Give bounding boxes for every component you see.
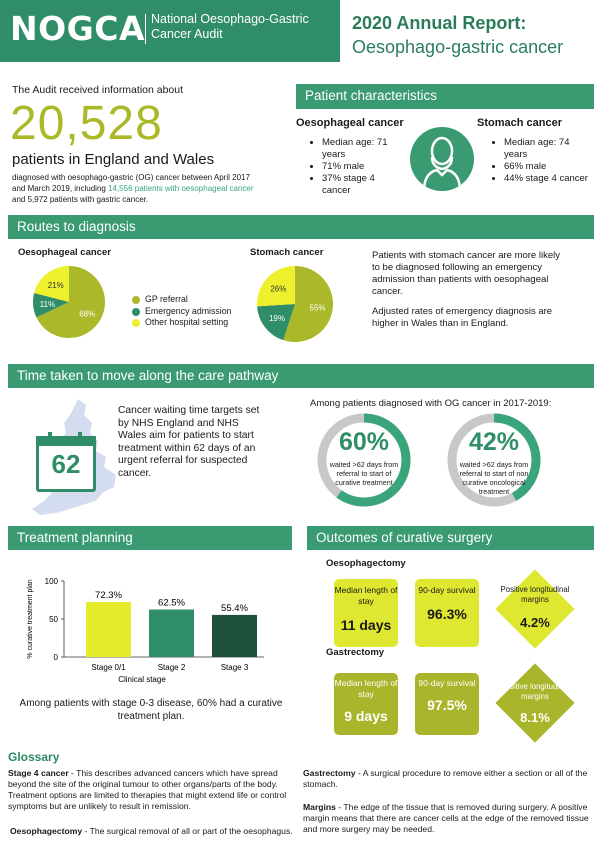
- bar: [86, 602, 131, 657]
- stomach-pie: [257, 266, 333, 342]
- calendar-top: [36, 436, 96, 446]
- oeso-survival-label: 90-day survival: [418, 585, 476, 595]
- logo-line-1: National Oesophago-Gastric: [151, 12, 309, 26]
- routes-legend: [132, 294, 232, 329]
- pie-label: 55%: [309, 303, 326, 313]
- y-tick-label: 0: [53, 653, 58, 662]
- outcomes-header: Outcomes of curative surgery: [307, 526, 594, 550]
- glossary-def: - The edge of the tissue that is removed during surgery. A positive margin means that there are cancer cells at the edge of the removed tissue and more surgery may be needed.: [303, 802, 589, 834]
- list-item: • 37% stage 4 cancer: [322, 173, 400, 197]
- gast-los-label: Median length of stay: [334, 678, 398, 699]
- donut-curative-pct: 60%: [338, 428, 390, 456]
- gast-margins-value: 8.1%: [520, 710, 550, 725]
- gast-survival-label: 90-day survival: [418, 678, 476, 688]
- list-item: • Median age: 74 years: [504, 137, 590, 161]
- logo-subtitle: [151, 12, 341, 42]
- glossary-term: Oesophagectomy: [10, 826, 83, 836]
- calendar-icon: [36, 432, 94, 488]
- glossary-def: - The surgical removal of all or part of the oesophagus.: [82, 826, 293, 836]
- legend-label: GP referral: [145, 294, 188, 304]
- pie-label: 11%: [39, 300, 56, 310]
- donut-noncurative-pct: 42%: [468, 428, 520, 456]
- bar: [149, 610, 194, 658]
- treatment-planning-header: Treatment planning: [8, 526, 292, 550]
- glossary-def: - This describes advanced cancers which have spread beyond the site of the original tumour to other organs/parts of the body. Treatment options are limited to therapies that might extend life or control symptoms but are unlikely to result in remission.: [8, 768, 287, 811]
- routes-note-2: Adjusted rates of emergency diagnosis are higher in Wales than in England.: [372, 306, 553, 329]
- list-item: • 44% stage 4 cancer: [504, 173, 590, 185]
- oesophageal-list: [308, 137, 400, 197]
- intro-lead: The Audit received information about: [12, 84, 184, 96]
- stomach-list: [490, 137, 590, 185]
- intro-detail-1: diagnosed with oesophago-gastric (OG) cancer between April 2017: [12, 173, 250, 182]
- glossary-stage4: [8, 768, 298, 812]
- calendar-ring: [78, 432, 82, 442]
- y-axis-label: % curative treatment plan: [27, 579, 34, 659]
- report-title: 2020 Annual Report:: [352, 13, 527, 33]
- pathway-among: Among patients diagnosed with OG cancer in 2017-2019:: [310, 398, 552, 409]
- bar-value-label: 72.3%: [95, 590, 122, 602]
- calendar-number: 62: [51, 449, 81, 479]
- treatment-summary: Among patients with stage 0-3 disease, 60% had a curative treatment plan.: [19, 698, 283, 722]
- legend-item: [132, 294, 232, 306]
- y-tick-label: 100: [44, 577, 58, 586]
- big-number: 20,528: [10, 97, 163, 150]
- logo: NOGCA: [10, 9, 146, 48]
- pie-label: 68%: [79, 309, 96, 319]
- pathway-header: Time taken to move along the care pathway: [8, 364, 594, 388]
- legend-swatch: [132, 308, 140, 316]
- y-tick-label: 50: [49, 615, 58, 624]
- x-tick-label: Stage 3: [220, 663, 249, 672]
- legend-swatch: [132, 319, 140, 327]
- bar-value-label: 62.5%: [158, 597, 185, 609]
- glossary-term: Margins: [303, 802, 336, 812]
- glossary-title: Glossary: [8, 750, 60, 764]
- intro-detail-2a: and March 2019, including: [12, 184, 109, 193]
- gast-margins-diamond: [495, 663, 574, 742]
- gast-los-box: [334, 673, 398, 735]
- pie-label: 26%: [270, 284, 287, 294]
- x-axis-label: Clinical stage: [118, 675, 166, 684]
- oeso-survival-value: 96.3%: [427, 606, 467, 622]
- list-item: • 71% male: [322, 161, 400, 173]
- treatment-bar-chart: [22, 565, 292, 690]
- glossary-term: Gastrectomy: [303, 768, 356, 778]
- glossary-oesophagectomy: [10, 826, 300, 837]
- oesophageal-heading: Oesophageal cancer: [296, 117, 404, 129]
- list-item: • Median age: 71 years: [322, 137, 400, 161]
- donut-noncurative-text: waited >62 days from referral to start of non curative oncological treatment: [459, 460, 529, 496]
- legend-item: [132, 306, 232, 318]
- patient-characteristics-header: Patient characteristics: [296, 84, 594, 109]
- bar: [212, 615, 257, 657]
- routes-oesophageal-title: Oesophageal cancer: [18, 247, 111, 258]
- patients-text: patients in England and Wales: [12, 151, 215, 168]
- donut-curative-text: waited >62 days from referral to start of curative treatment: [329, 460, 399, 487]
- oesophagectomy-heading: Oesophagectomy: [326, 558, 406, 569]
- stomach-heading: Stomach cancer: [477, 117, 562, 129]
- routes-note-1: Patients with stomach cancer are more likely to be diagnosed following an emergency admission than patients with oesophageal cancer.: [372, 250, 560, 297]
- logo-divider: [145, 14, 146, 44]
- oesophageal-pie: [33, 266, 105, 338]
- intro-detail: [12, 172, 287, 205]
- glossary-def: - A surgical procedure to remove either a section or all of the stomach.: [303, 768, 588, 789]
- gast-los-value: 9 days: [344, 708, 388, 724]
- legend-item: [132, 317, 232, 329]
- oeso-los-value: 11 days: [340, 617, 392, 633]
- x-tick-label: Stage 2: [157, 663, 186, 672]
- legend-label: Emergency admission: [145, 305, 232, 316]
- intro-detail-3: and 5,972 patients with gastric cancer.: [12, 195, 149, 204]
- oeso-los-label: Median length of stay: [334, 585, 398, 606]
- list-item: • 66% male: [504, 161, 590, 173]
- intro-highlight: 14,556 patients with oesophageal cancer: [108, 184, 254, 193]
- calendar-ring: [48, 432, 52, 442]
- pie-label: 19%: [268, 313, 285, 323]
- glossary-term: Stage 4 cancer: [8, 768, 69, 778]
- gastrectomy-heading: Gastrectomy: [326, 647, 385, 658]
- pie-label: 21%: [47, 280, 64, 290]
- legend-label: Other hospital setting: [145, 317, 229, 327]
- bar-value-label: 55.4%: [221, 602, 248, 614]
- oeso-los-box: [334, 579, 398, 647]
- glossary-gastrectomy: [303, 768, 595, 790]
- gast-margins-label: Positive longitudinal margins: [500, 682, 570, 701]
- oeso-margins-label: Positive longitudinal margins: [500, 585, 570, 604]
- intro-detail-2: [12, 183, 287, 194]
- oeso-margins-diamond: [495, 569, 574, 648]
- oeso-margins-value: 4.2%: [520, 615, 550, 630]
- report-subtitle: Oesophago-gastric cancer: [352, 37, 564, 57]
- gast-survival-box: [415, 673, 479, 735]
- pathway-text: Cancer waiting time targets set by NHS England and NHS Wales aim for patients to start treatment within 62 days of an urgent referral for suspected cancer.: [118, 405, 260, 479]
- person-icon: [410, 127, 474, 191]
- oeso-survival-box: [415, 579, 479, 647]
- x-tick-label: Stage 0/1: [91, 663, 126, 672]
- legend-swatch: [132, 296, 140, 304]
- logo-line-2: Cancer Audit: [151, 27, 223, 41]
- glossary-margins: [303, 802, 595, 835]
- routes-header: Routes to diagnosis: [8, 215, 594, 239]
- gast-survival-value: 97.5%: [427, 697, 467, 713]
- routes-stomach-title: Stomach cancer: [250, 247, 324, 258]
